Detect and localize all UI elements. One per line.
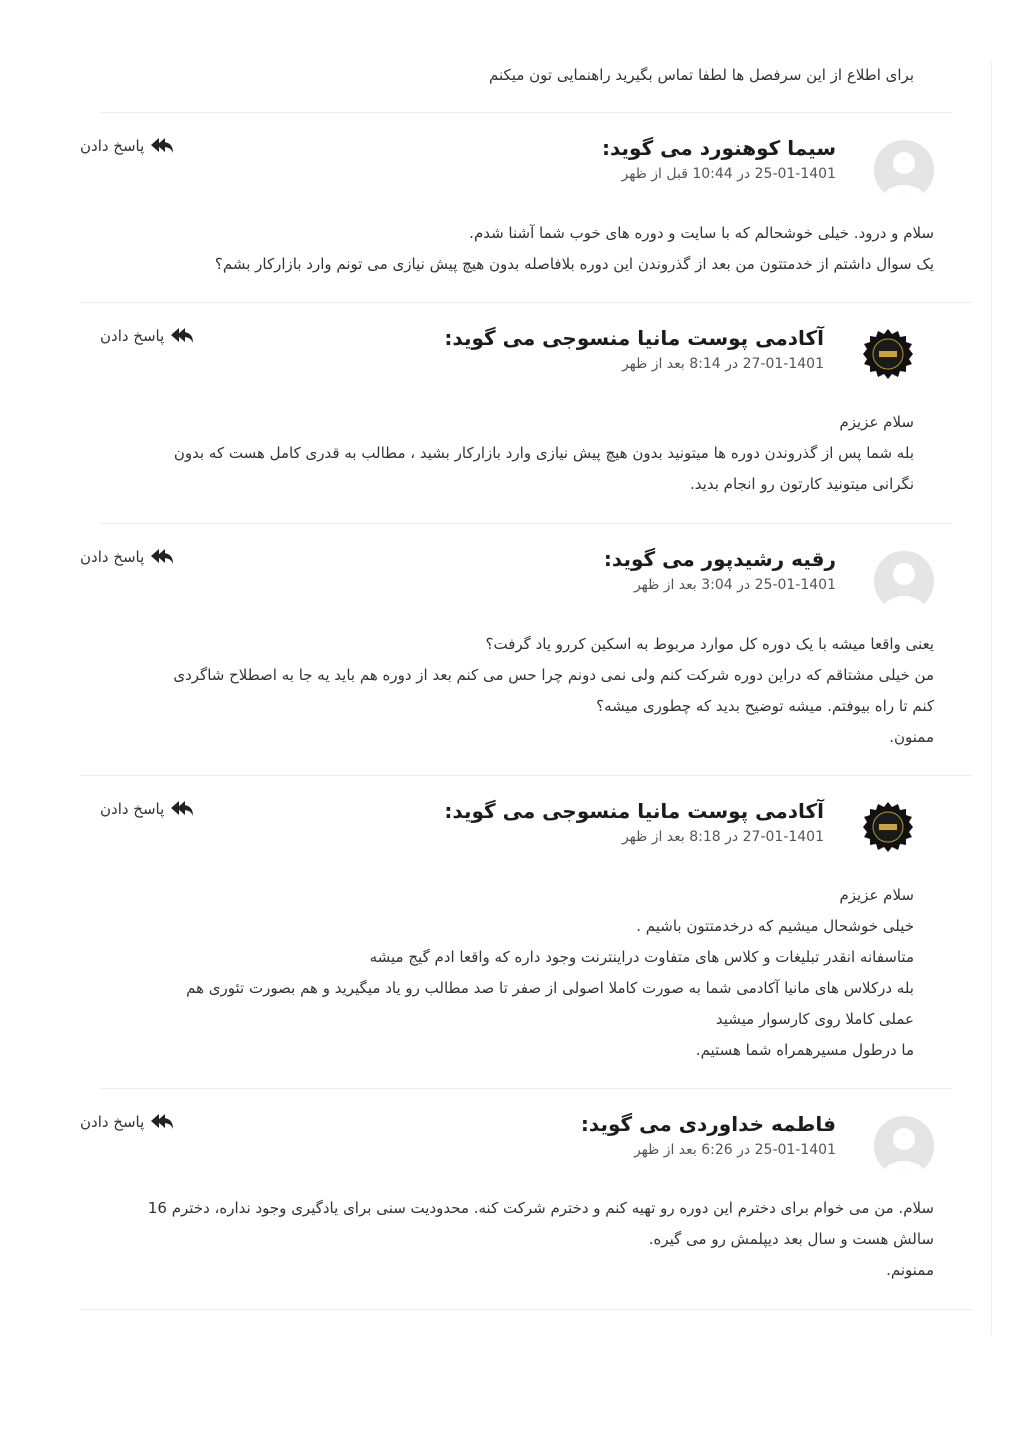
reply-button[interactable]	[80, 1112, 174, 1132]
reply-label: پاسخ دادن	[80, 1113, 145, 1131]
comment-line: یعنی واقعا میشه با یک دوره کل موارد مربوط به اسکین کررو یاد گرفت؟	[485, 635, 934, 653]
reply-all-icon	[170, 799, 194, 819]
comment-line: ما درطول مسیرهمراه شما هستیم.	[695, 1041, 914, 1059]
reply-all-icon	[150, 136, 174, 156]
previous-comment-text: برای اطلاع از این سرفصل ها لطفا تماس بگیرید راهنمایی تون میکنم	[489, 66, 914, 84]
reply-label: پاسخ دادن	[100, 800, 165, 818]
comment-author: آکادمی پوست مانیا منسوجی می گوید:	[444, 799, 824, 823]
comment-line: ممنونم.	[886, 1261, 934, 1279]
comment-line: بله درکلاس های مانیا آکادمی شما به صورت کاملا اصولی از صفر تا صد مطالب رو یاد میگیرید و هم بصورت تئوری هم	[186, 979, 914, 997]
reply-button[interactable]	[80, 136, 174, 156]
comment-line: یک سوال داشتم از خدمتتون من بعد از گذروندن این دوره بلافاصله بدون هیچ پیش نیازی می تونم وارد بازارکار بشم؟	[214, 255, 934, 273]
comment-body	[80, 218, 934, 280]
brand-logo-icon	[862, 801, 914, 853]
reply-label: پاسخ دادن	[100, 327, 165, 345]
comment-divider	[80, 302, 972, 303]
comment-divider	[100, 523, 952, 524]
comment-line: سلام. من می خوام برای دخترم این دوره رو تهیه کنم و دخترم شرکت کنه. محدودیت سنی برای یادگیری وجود نداره، دخترم 16	[147, 1199, 934, 1217]
comment-author: فاطمه خداوردی می گوید:	[580, 1112, 836, 1136]
comment-line: بله شما پس از گذروندن دوره ها میتونید بدون هیچ پیش نیازی وارد بازارکار بشید ، مطالب به قدری کامل هست که بدون	[173, 444, 914, 462]
comment-body	[80, 1193, 934, 1286]
default-avatar-icon	[874, 140, 934, 200]
comment-line: من خیلی مشتاقم که دراین دوره شرکت کنم ولی نمی دونم چرا حس می کنم بعد از دوره هم باید یه جا به اصطلاح شاگردی	[173, 666, 934, 684]
comment-divider	[100, 1088, 952, 1089]
default-avatar-icon	[874, 551, 934, 611]
comment-line: سلام عزیزم	[839, 413, 914, 431]
comment-line: سالش هست و سال بعد دیپلمش رو می گیره.	[648, 1230, 934, 1248]
comment-body	[100, 407, 914, 500]
comment-divider	[80, 1309, 972, 1310]
comment-line: ممنون.	[889, 728, 934, 746]
comment-line: سلام و درود. خیلی خوشحالم که با سایت و دوره های خوب شما آشنا شدم.	[469, 224, 934, 242]
comment-line: سلام عزیزم	[839, 886, 914, 904]
reply-button[interactable]	[80, 547, 174, 567]
reply-all-icon	[150, 547, 174, 567]
comment-line: عملی کاملا روی کارسوار میشید	[715, 1010, 914, 1028]
default-avatar-icon	[874, 1116, 934, 1176]
comment-date[interactable]: 25-01-1401 در 3:04 بعد از ظهر	[633, 577, 836, 593]
reply-label: پاسخ دادن	[80, 137, 145, 155]
comment-line: متاسفانه انقدر تبلیغات و کلاس های متفاوت دراینترنت وجود داره که واقعا ادم گیج میشه	[369, 948, 914, 966]
right-border	[991, 60, 992, 1335]
comment-author: رقیه رشیدپور می گوید:	[603, 547, 836, 571]
comment-divider	[100, 112, 952, 113]
comment-line: خیلی خوشحال میشیم که درخدمتتون باشیم .	[636, 917, 914, 935]
comment-date[interactable]: 27-01-1401 در 8:18 بعد از ظهر	[621, 829, 824, 845]
comment-date[interactable]: 27-01-1401 در 8:14 بعد از ظهر	[621, 356, 824, 372]
reply-label: پاسخ دادن	[80, 548, 145, 566]
comment-body	[80, 629, 934, 753]
comment-divider	[80, 775, 972, 776]
comment-date[interactable]: 25-01-1401 در 6:26 بعد از ظهر	[633, 1142, 836, 1158]
reply-all-icon	[170, 326, 194, 346]
comment-date[interactable]: 25-01-1401 در 10:44 قبل از ظهر	[621, 166, 836, 182]
comment-line: نگرانی میتونید کارتون رو انجام بدید.	[690, 475, 914, 493]
reply-button[interactable]	[100, 326, 194, 346]
reply-button[interactable]	[100, 799, 194, 819]
brand-logo-icon	[862, 328, 914, 380]
reply-all-icon	[150, 1112, 174, 1132]
comment-line: کنم تا راه بیوفتم. میشه توضیح بدید که چطوری میشه؟	[596, 697, 934, 715]
comment-body	[100, 880, 914, 1066]
comment-author: سیما کوهنورد می گوید:	[601, 136, 836, 160]
comment-author: آکادمی پوست مانیا منسوجی می گوید:	[444, 326, 824, 350]
